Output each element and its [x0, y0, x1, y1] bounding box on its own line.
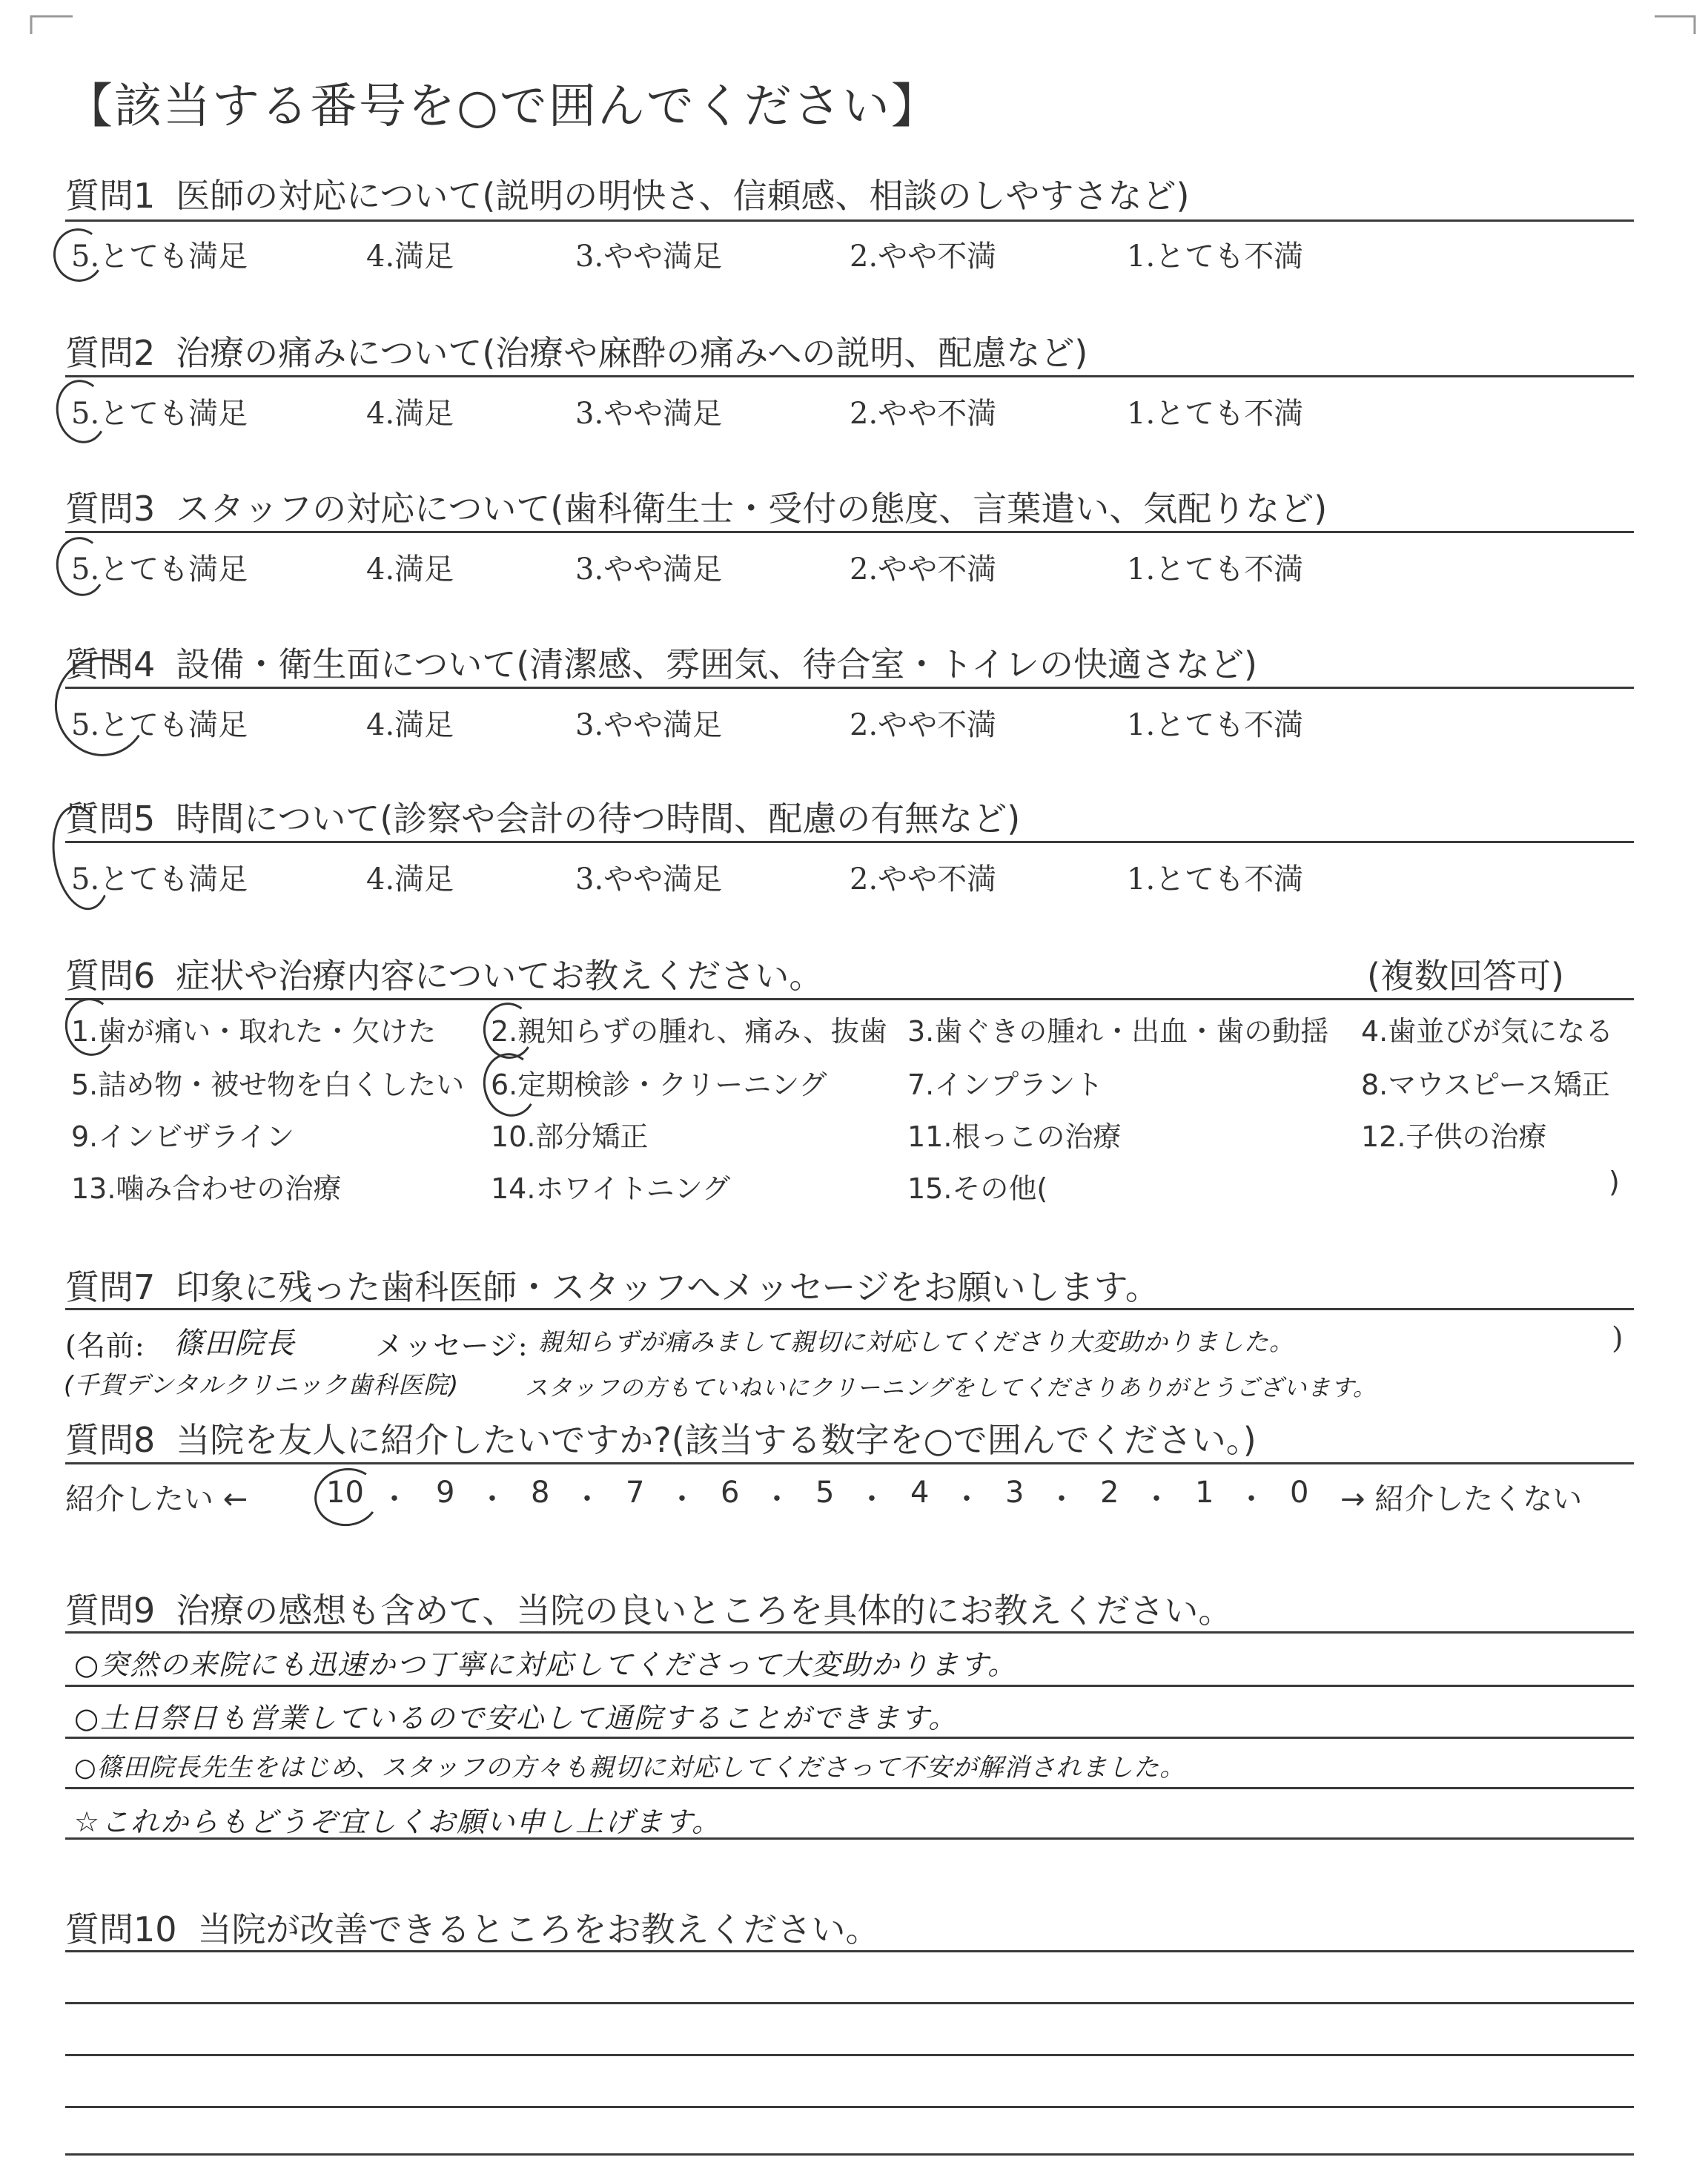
question-text: 当院が改善できるところをお教えください。 [197, 1909, 880, 1949]
q6-option-14[interactable]: 14.ホワイトニング [491, 1172, 731, 1205]
question-4-options [65, 701, 1637, 746]
divider [65, 1631, 1634, 1634]
question-label: 質問8 [65, 1420, 156, 1460]
option-3[interactable]: 3.やや満足 [575, 708, 723, 742]
scale-dot: ・ [380, 1482, 409, 1516]
divider [65, 375, 1634, 377]
scale-2[interactable]: 2 [1100, 1476, 1119, 1510]
question-label: 質問3 [65, 489, 156, 529]
question-6-options [71, 1008, 1635, 1231]
question-text: 当院を友人に紹介したいですか?(該当する数字を○で囲んでください。) [176, 1420, 1257, 1460]
option-4[interactable]: 4.満足 [366, 708, 454, 742]
divider [65, 1462, 1634, 1464]
clinic-name: (千賀デンタルクリニック歯科医院) [64, 1370, 460, 1399]
question-7-title [65, 1261, 1159, 1309]
q6-other-close-paren: ) [1609, 1166, 1620, 1198]
option-1[interactable]: 1.とても不満 [1127, 552, 1304, 587]
question-3-title [65, 482, 1327, 531]
answer-line-4: ☆これからもどうぞ宜しくお願い申し上げます。 [74, 1806, 722, 1838]
q6-option-6[interactable]: 6.定期検診・クリーニング [491, 1069, 827, 1101]
scale-7[interactable]: 7 [626, 1476, 645, 1510]
scale-left-label: 紹介したい ← [65, 1482, 248, 1516]
q6-option-5[interactable]: 5.詰め物・被せ物を白くしたい [71, 1069, 465, 1101]
name-value: 篠田院長 [173, 1327, 295, 1361]
question-2-title [65, 326, 1088, 375]
question-9-title [65, 1584, 1232, 1633]
divider [65, 1737, 1634, 1739]
recommend-scale [65, 1476, 1637, 1520]
divider [65, 1685, 1634, 1687]
option-4[interactable]: 4.満足 [366, 552, 454, 587]
scale-dot: ・ [762, 1482, 792, 1516]
answer-line [65, 2106, 1634, 2108]
option-3[interactable]: 3.やや満足 [575, 397, 723, 431]
q6-option-13[interactable]: 13.噛み合わせの治療 [71, 1172, 342, 1205]
question-label: 質問9 [65, 1591, 156, 1631]
option-3[interactable]: 3.やや満足 [575, 862, 723, 896]
scale-9[interactable]: 9 [436, 1476, 455, 1510]
option-3[interactable]: 3.やや満足 [575, 552, 723, 587]
question-text: 治療の痛みについて(治療や麻酔の痛みへの説明、配慮など) [176, 333, 1088, 373]
scale-10[interactable]: 10 [326, 1476, 364, 1510]
divider [65, 531, 1634, 533]
option-1[interactable]: 1.とても不満 [1127, 397, 1304, 431]
message-line-2: スタッフの方もていねいにクリーニングをしてくださりありがとうございます。 [525, 1375, 1377, 1401]
answer-line-1: ○突然の来院にも迅速かつ丁寧に対応してくださって大変助かります。 [74, 1648, 1018, 1681]
option-5[interactable]: 5.とても満足 [71, 397, 248, 431]
message-close-paren: ) [1612, 1321, 1623, 1355]
q6-option-10[interactable]: 10.部分矯正 [491, 1120, 649, 1153]
message-line-1: 親知らずが痛みまして親切に対応してくださり大変助かりました。 [538, 1327, 1294, 1356]
question-label: 質問4 [65, 644, 156, 684]
question-label: 質問5 [65, 799, 156, 839]
question-3-options [65, 546, 1637, 590]
question-text: 症状や治療内容についてお教えください。 [176, 956, 824, 996]
scale-6[interactable]: 6 [721, 1476, 740, 1510]
question-text: 医師の対応について(説明の明快さ、信頼感、相談のしやすさなど) [176, 176, 1190, 216]
question-label: 質問10 [65, 1909, 177, 1949]
option-5[interactable]: 5.とても満足 [71, 240, 248, 274]
question-label: 質問7 [65, 1267, 156, 1307]
scale-dot: ・ [1237, 1482, 1266, 1516]
scale-0[interactable]: 0 [1290, 1476, 1309, 1510]
question-5-options [65, 856, 1637, 900]
corner-mark-top-left [30, 13, 74, 36]
scale-8[interactable]: 8 [531, 1476, 550, 1510]
option-2[interactable]: 2.やや不満 [850, 862, 997, 896]
scale-dot: ・ [1142, 1482, 1171, 1516]
q6-option-12[interactable]: 12.子供の治療 [1361, 1120, 1547, 1153]
question-1-title [65, 169, 1189, 218]
multiple-answer-note: (複数回答可) [1367, 956, 1564, 996]
question-1-options [65, 233, 1637, 277]
option-5[interactable]: 5.とても満足 [71, 552, 248, 587]
question-text: 治療の感想も含めて、当院の良いところを具体的にお教えください。 [176, 1591, 1233, 1631]
question-5-title [65, 792, 1020, 841]
option-5[interactable]: 5.とても満足 [71, 862, 248, 896]
corner-mark-top-right [1653, 13, 1698, 36]
option-4[interactable]: 4.満足 [366, 240, 454, 274]
option-2[interactable]: 2.やや不満 [850, 397, 997, 431]
scale-5[interactable]: 5 [815, 1476, 835, 1510]
q6-option-8[interactable]: 8.マウスピース矯正 [1361, 1069, 1610, 1101]
question-label: 質問1 [65, 176, 156, 216]
divider [65, 998, 1634, 1000]
option-2[interactable]: 2.やや不満 [850, 708, 997, 742]
answer-line-3: ○篠田院長先生をはじめ、スタッフの方々も親切に対応してくださって不安が解消されました。 [74, 1753, 1186, 1783]
option-1[interactable]: 1.とても不満 [1127, 862, 1304, 896]
question-2-options [65, 390, 1637, 435]
answer-line [65, 1950, 1634, 1952]
q6-option-11[interactable]: 11.根っこの治療 [907, 1120, 1122, 1153]
scale-dot: ・ [952, 1482, 982, 1516]
answer-line [65, 2153, 1634, 2156]
question-label: 質問6 [65, 956, 156, 996]
q6-option-3[interactable]: 3.歯ぐきの腫れ・出血・歯の動揺 [907, 1015, 1329, 1048]
q6-option-2[interactable]: 2.親知らずの腫れ、痛み、抜歯 [491, 1015, 887, 1048]
answer-line [65, 2002, 1634, 2004]
divider [65, 687, 1634, 689]
scale-dot: ・ [1047, 1482, 1076, 1516]
scale-4[interactable]: 4 [910, 1476, 930, 1510]
question-8-title [65, 1413, 1257, 1462]
question-10-title [65, 1903, 880, 1952]
question-text: スタッフの対応について(歯科衛生士・受付の態度、言葉遣い、気配りなど) [176, 489, 1328, 529]
option-2[interactable]: 2.やや不満 [850, 240, 997, 274]
divider [65, 219, 1634, 222]
divider [65, 1308, 1634, 1310]
divider [65, 1787, 1634, 1789]
scale-3[interactable]: 3 [1005, 1476, 1025, 1510]
answer-line-2: ○土日祭日も営業しているので安心して通院することができます。 [74, 1702, 959, 1734]
scale-dot: ・ [857, 1482, 887, 1516]
q6-option-7[interactable]: 7.インプラント [907, 1069, 1104, 1101]
option-4[interactable]: 4.満足 [366, 862, 454, 896]
message-label: メッセージ: [375, 1330, 529, 1362]
question-text: 印象に残った歯科医師・スタッフへメッセージをお願いします。 [176, 1267, 1159, 1307]
q6-option-4[interactable]: 4.歯並びが気になる [1361, 1015, 1614, 1048]
scale-1[interactable]: 1 [1195, 1476, 1214, 1510]
q6-option-9[interactable]: 9.インビザライン [71, 1120, 295, 1153]
option-1[interactable]: 1.とても不満 [1127, 708, 1304, 742]
question-4-title [65, 638, 1257, 687]
scale-dot: ・ [572, 1482, 602, 1516]
q6-option-15[interactable]: 15.その他( [907, 1172, 1048, 1205]
option-3[interactable]: 3.やや満足 [575, 240, 723, 274]
option-2[interactable]: 2.やや不満 [850, 552, 997, 587]
answer-line [65, 2054, 1634, 2056]
option-1[interactable]: 1.とても不満 [1127, 240, 1304, 274]
page-header: 【該当する番号を○で囲んでください】 [65, 79, 940, 134]
question-text: 設備・衛生面について(清潔感、雰囲気、待合室・トイレの快適さなど) [176, 644, 1257, 684]
scale-right-label: → 紹介したくない [1340, 1482, 1583, 1516]
scale-dot: ・ [667, 1482, 697, 1516]
question-label: 質問2 [65, 333, 156, 373]
q6-option-1[interactable]: 1.歯が痛い・取れた・欠けた [71, 1015, 437, 1048]
question-6-title [65, 949, 823, 998]
divider [65, 841, 1634, 843]
option-4[interactable]: 4.満足 [366, 397, 454, 431]
question-text: 時間について(診察や会計の待つ時間、配慮の有無など) [176, 799, 1021, 839]
scale-dot: ・ [477, 1482, 507, 1516]
name-label: (名前: [65, 1330, 145, 1362]
divider [65, 1837, 1634, 1840]
option-5[interactable]: 5.とても満足 [71, 708, 248, 742]
